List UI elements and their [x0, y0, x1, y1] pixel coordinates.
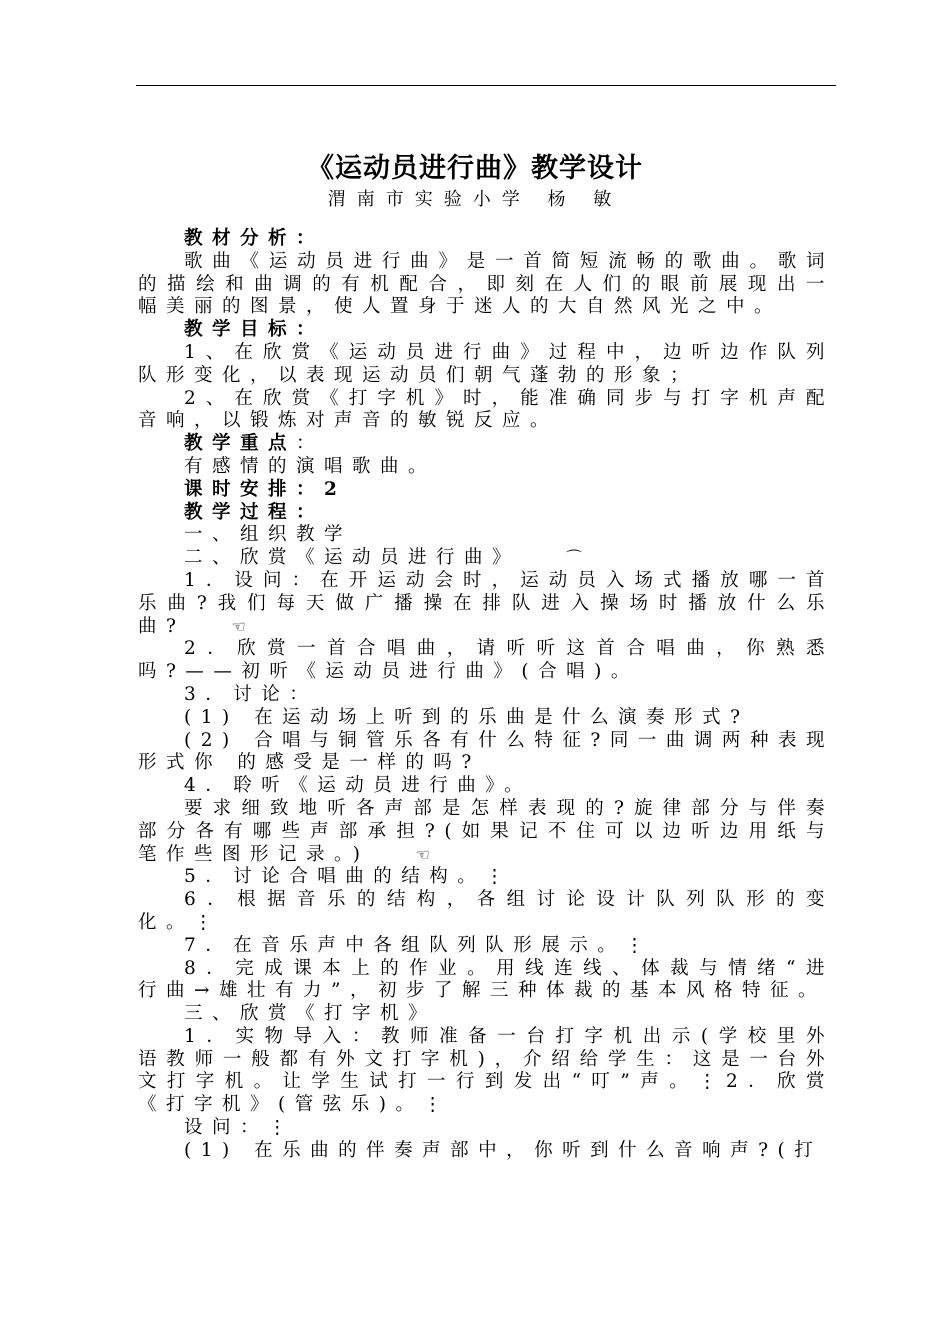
heading-goals: 教学目标： — [184, 319, 325, 341]
heading-analysis: 教材分析： — [184, 228, 325, 249]
step-1: 一、组织教学 — [184, 524, 353, 546]
document-author: 渭南市实验小学 杨 敏 — [327, 189, 623, 210]
step-2-item-2: 2．欣赏一首合唱曲，请听听这首合唱曲，你熟悉吗?——初听《运动员进行曲》(合唱)。 — [138, 638, 834, 683]
heading-process: 教学过程： — [184, 501, 325, 523]
step-3-item-1: 1．实物导入：教师准备一台打字机出示(学校里外语教师一般都有外文打字机)，介绍给学生：这是一台外文打字机。让学生试打一行到发出“叮”声。⋮2．欣赏《打字机》(管弦乐)。⋮ — [138, 1025, 834, 1116]
step-2-item-4-detail: 要求细致地听各声部是怎样表现的?旋律部分与伴奏部分各有哪些声部承担?(如果记不住可以边听边用纸与笔作些图形记录。) — [138, 797, 834, 865]
paragraph-analysis: 歌曲《运动员进行曲》是一首简短流畅的歌曲。歌词的描绘和曲调的有机配合，即刻在人们的眼前展现出一幅美丽的图景，使人置身于迷人的大自然风光之中。 — [138, 250, 834, 318]
key-points-text: 有感情的演唱歌曲。 — [184, 455, 437, 477]
step-2-item-4-text — [138, 798, 834, 866]
step-2-item-5: 5．讨论合唱曲的结构。⋮ — [184, 866, 514, 888]
goal-item-1: 1、在欣赏《运动员进行曲》过程中，边听边作队列队形变化，以表现运动员们朝气蓬勃的形象； — [138, 341, 834, 386]
step-2-item-3b: (2) 合唱与铜管乐各有什么特征?同一曲调两种表现形式你 的感受是一样的吗? — [138, 729, 834, 774]
heading-key-points — [138, 433, 834, 456]
step-2-item-3a: (1) 在运动场上听到的乐曲是什么演奏形式? — [184, 706, 750, 728]
step-2-item-7: 7．在音乐声中各组队列队形展示。⋮ — [184, 934, 654, 956]
step-3-question-intro: 设问：⋮ — [184, 1117, 297, 1139]
step-2-item-4: 4．聆听《运动员进行曲》。 — [184, 775, 533, 797]
lesson-time — [138, 479, 834, 502]
step-2-item-6: 6．根据音乐的结构，各组讨论设计队列队形的变化。⋮ — [138, 889, 834, 933]
step-3-question-1: (1) 在乐曲的伴奏声部中，你听到什么音响声?(打 — [184, 1139, 823, 1161]
goal-item-2: 2、在欣赏《打字机》时，能准确同步与打字机声配音响，以锻炼对声音的敏锐反应。 — [138, 387, 834, 432]
document-title: 《运动员进行曲》教学设计 — [307, 153, 643, 184]
step-2-text: 二、欣赏《运动员进行曲》 — [184, 547, 521, 569]
step-2-item-1-text: 1．设问：在开运动会时，运动员入场式播放哪一首乐曲?我们每天做广播操在排队进入操场时播放什么乐曲? — [138, 569, 834, 637]
key-points-colon: ： — [296, 433, 325, 455]
step-2 — [138, 547, 834, 570]
step-2-item-8: 8．完成课本上的作业。用线连线、体裁与情绪“进行曲→雄壮有力”，初步了解三种体裁的基本风格特征。 — [138, 957, 834, 1002]
step-2-item-1 — [138, 570, 834, 638]
lesson-time-value: 2 — [324, 478, 347, 500]
key-points-label: 教学重点 — [184, 433, 297, 455]
header-rule — [136, 85, 836, 86]
music-bracket-icon: ⌒ — [566, 548, 583, 568]
lesson-time-label: 课时安排： — [184, 478, 325, 500]
hand-pointer-icon: ☜ — [231, 616, 246, 636]
step-2-item-3: 3．讨论： — [184, 683, 318, 705]
step-3: 三、欣赏《打字机》 — [184, 1003, 437, 1025]
document-body — [138, 228, 834, 1163]
hand-pointer-icon: ☜ — [415, 844, 430, 864]
